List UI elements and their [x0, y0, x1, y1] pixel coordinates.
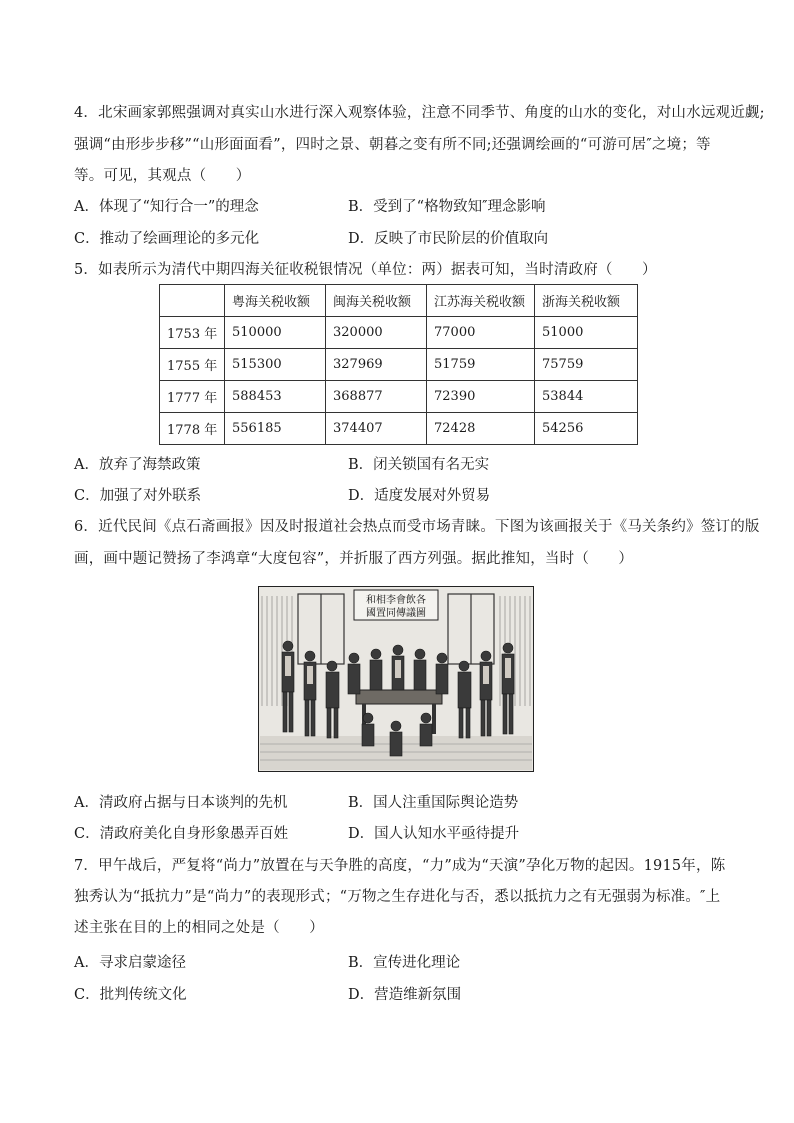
table-cell: 75759 — [535, 349, 638, 381]
q6-stem-line-2: 画，画中题记赞扬了李鸿章“大度包容”，并折服了西方列强。据此推知，当时（ ） — [74, 551, 634, 567]
table-cell: 510000 — [225, 317, 326, 349]
table-cell: 327969 — [326, 349, 427, 381]
q7-option-c: C．批判传统文化 — [74, 987, 187, 1003]
q5-stem: 5．如表所示为清代中期四海关征收税银情况（单位：两）据表可知，当时清政府（ ） — [74, 262, 657, 278]
q6-option-c: C．清政府美化自身形象愚弄百姓 — [74, 826, 289, 842]
table-cell: 51000 — [535, 317, 638, 349]
table-cell-year: 1753 年 — [160, 317, 225, 349]
table-row — [160, 381, 638, 413]
q7-option-d: D．营造维新氛围 — [348, 987, 462, 1003]
table-cell: 77000 — [427, 317, 535, 349]
q5-option-c: C．加强了对外联系 — [74, 488, 202, 504]
q6-stem-line-1: 6．近代民间《点石斋画报》因及时报道社会热点而受市场青睐。下图为该画报关于《马关条约》签订的版 — [74, 519, 760, 535]
table-cell: 368877 — [326, 381, 427, 413]
q5-option-b: B．闭关锁国有名无实 — [348, 457, 490, 473]
table-cell: 556185 — [225, 413, 326, 445]
tax-table-header-min: 闽海关税收额 — [326, 285, 427, 317]
table-cell: 54256 — [535, 413, 638, 445]
q4-stem-line-1: 4．北宋画家郭熙强调对真实山水进行深入观察体验，注意不同季节、角度的山水的变化，对山水远观近觑; — [74, 105, 765, 121]
tax-table-header-zhe: 浙海关税收额 — [535, 285, 638, 317]
tax-table-header-jiangsu: 江苏海关税收额 — [427, 285, 535, 317]
table-row — [160, 317, 638, 349]
table-cell-year: 1777 年 — [160, 381, 225, 413]
table-cell: 374407 — [326, 413, 427, 445]
q6-option-b: B．国人注重国际舆论造势 — [348, 795, 519, 811]
q4-option-b: B．受到了“格物致知″理念影响 — [348, 199, 546, 215]
q7-stem-line-3: 述主张在目的上的相同之处是（ ） — [74, 920, 324, 936]
engraving-caption: 和相李會飲各 — [366, 595, 426, 606]
table-cell: 588453 — [225, 381, 326, 413]
svg-text:國置同傳議圖: 國置同傳議圖 — [366, 608, 426, 619]
tax-table — [159, 284, 638, 445]
table-cell: 320000 — [326, 317, 427, 349]
q5-option-d: D．适度发展对外贸易 — [348, 488, 491, 504]
q7-stem-line-1: 7．甲午战后，严复将“尚力”放置在与天争胜的高度，“力”成为“天演”孕化万物的起因。1915年，陈 — [74, 858, 726, 874]
table-cell-year: 1778 年 — [160, 413, 225, 445]
table-row — [160, 349, 638, 381]
q4-stem-line-3: 等。可见，其观点（ ） — [74, 168, 251, 184]
table-cell: 72390 — [427, 381, 535, 413]
q5-option-a: A．放弃了海禁政策 — [74, 457, 201, 473]
table-cell: 51759 — [427, 349, 535, 381]
table-cell-year: 1755 年 — [160, 349, 225, 381]
table-cell: 515300 — [225, 349, 326, 381]
q7-stem-line-2: 独秀认为“抵抗力”是“尚力”的表现形式；“万物之生存进化与否，悉以抵抗力之有无强弱为标准。″上 — [74, 889, 721, 905]
table-cell: 72428 — [427, 413, 535, 445]
table-row — [160, 413, 638, 445]
q7-option-b: B．宣传进化理论 — [348, 955, 461, 971]
treaty-signing-engraving — [258, 586, 534, 772]
q4-stem-line-2: 强调“由形步步移”“山形面面看”，四时之景、朝暮之变有所不同;还强调绘画的“可游可居″之境；等 — [74, 137, 711, 153]
q6-option-d: D．国人认知水平亟待提升 — [348, 826, 520, 842]
table-cell: 53844 — [535, 381, 638, 413]
tax-table-header-yue: 粤海关税收额 — [225, 285, 326, 317]
tax-table-header-row — [160, 285, 638, 317]
q6-option-a: A．清政府占据与日本谈判的先机 — [74, 795, 288, 811]
q4-option-d: D．反映了市民阶层的价值取向 — [348, 231, 549, 247]
q4-option-c: C．推动了绘画理论的多元化 — [74, 231, 260, 247]
q7-option-a: A．寻求启蒙途径 — [74, 955, 186, 971]
q4-option-a: A．体现了“知行合一”的理念 — [74, 199, 259, 215]
tax-table-header-corner — [160, 285, 225, 317]
